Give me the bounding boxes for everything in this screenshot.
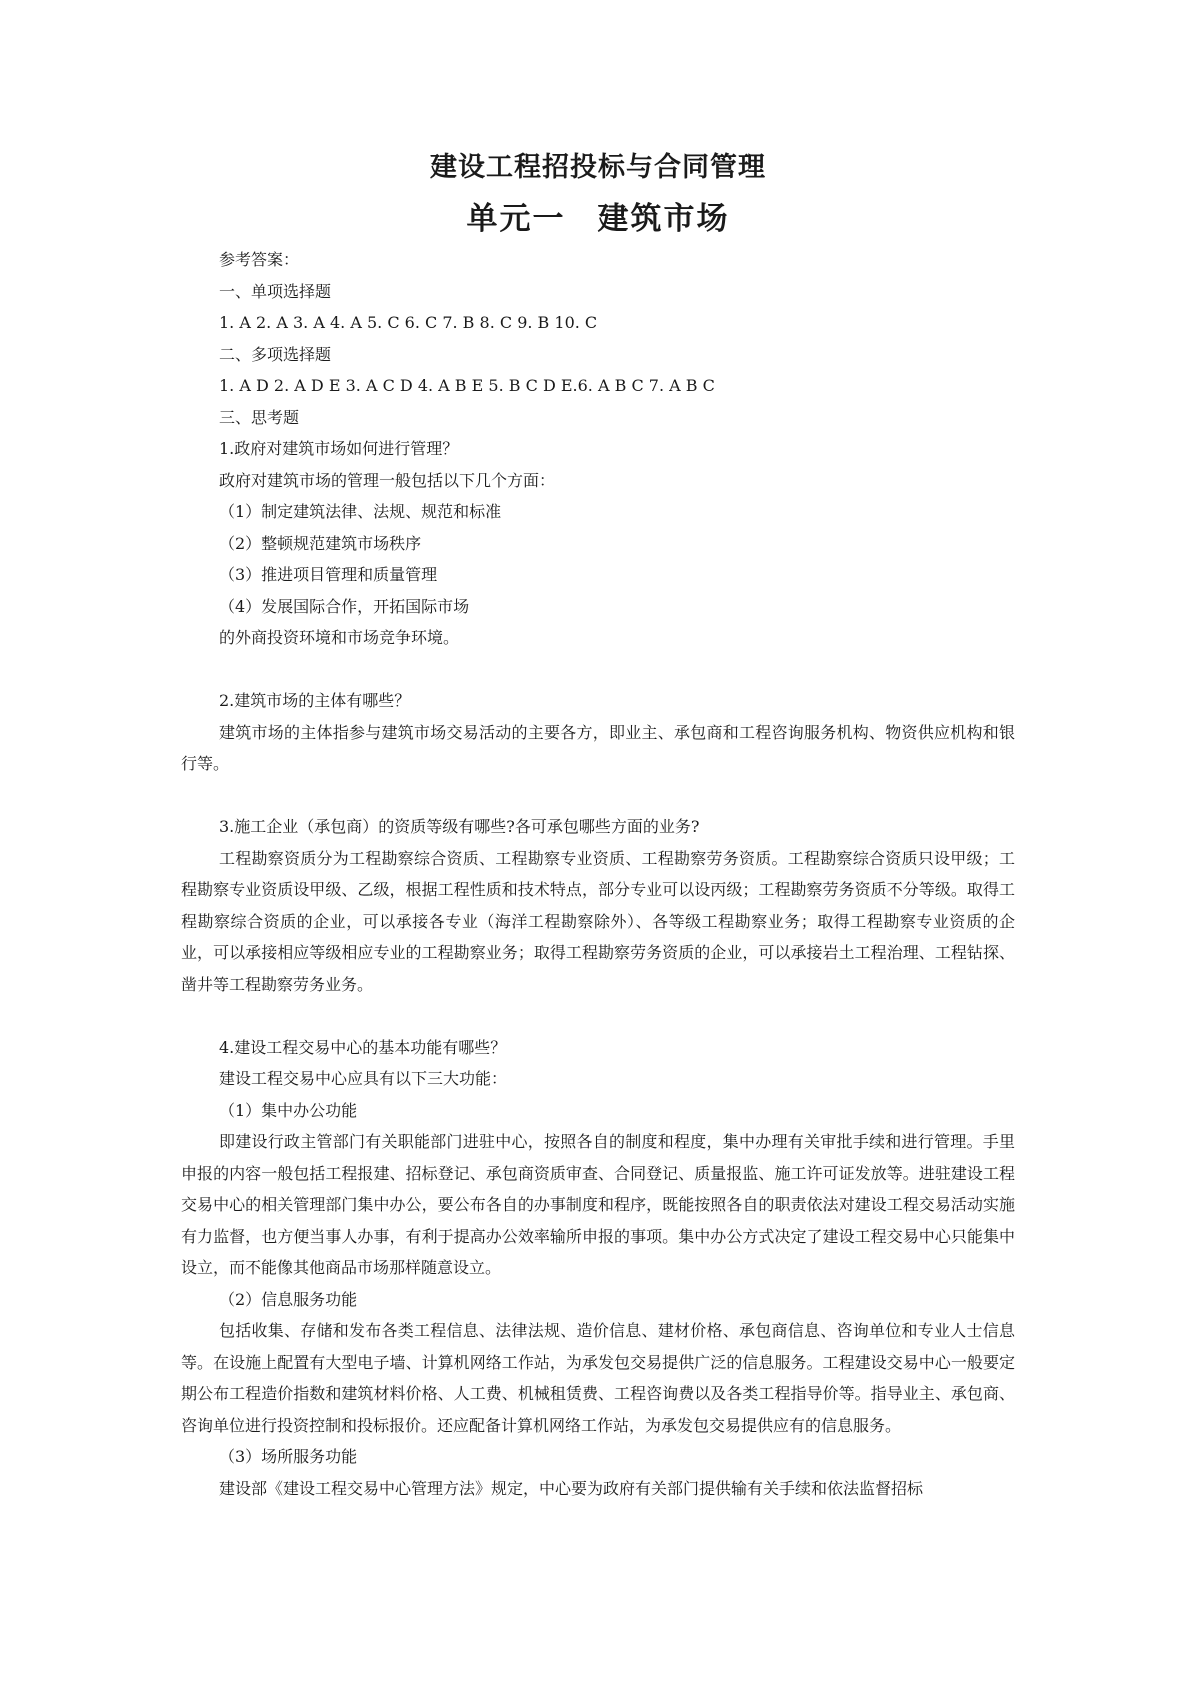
unit-number: 单元一 (466, 201, 566, 237)
q4-intro: 建设工程交易中心应具有以下三大功能： (219, 1069, 508, 1088)
q1-question: 1.政府对建筑市场如何进行管理？ (219, 439, 459, 458)
q2-answer: 建筑市场的主体指参与建筑市场交易活动的主要各方，即业主、承包商和工程咨询服务机构、物资供应机构和银行等。 (181, 722, 1015, 773)
unit-title: 建筑市场 (597, 201, 730, 237)
single-choice-answers: 1. A 2. A 3. A 4. A 5. C 6. C 7. B 8. C 9. B 10. C (219, 313, 598, 332)
thinking-heading: 三、思考题 (219, 407, 300, 427)
q1-item: （1）制定建筑法律、法规、规范和标准 (219, 502, 502, 521)
q1-item: （3）推进项目管理和质量管理 (219, 565, 438, 584)
q4-function-3-text: 建设部《建设工程交易中心管理方法》规定，中心要为政府有关部门提供输有关手续和依法监督招标 (219, 1478, 924, 1498)
document-title: 建设工程招投标与合同管理 (430, 152, 766, 183)
single-choice-heading: 一、单项选择题 (219, 281, 332, 301)
q4-function-1-title: （1）集中办公功能 (219, 1100, 358, 1120)
spacer (181, 654, 1015, 686)
document-body (181, 148, 1015, 1504)
spacer (181, 1000, 1015, 1032)
q1-item: （4）发展国际合作，开拓国际市场 (219, 596, 470, 616)
unit-heading (181, 196, 1015, 242)
q1-tail: 的外商投资环境和市场竞争环境。 (219, 628, 460, 647)
q3-answer: 工程勘察资质分为工程勘察综合资质、工程勘察专业资质、工程勘察劳务资质。工程勘察综合资质只设甲级；工程勘察专业资质设甲级、乙级，根据工程性质和技术特点，部分专业可以设丙级；工程勘察劳务资质不分等级。取得工程勘察综合资质的企业，可以承接各专业（海洋工程勘察除外）、各等级工程勘察业务；取得工程勘察专业资质的企业，可以承接相应等级相应专业的工程勘察业务；取得工程勘察劳务资质的企业，可以承接岩土工程治理、工程钻探、凿井等工程勘察劳务业务。 (181, 848, 1015, 994)
q4-function-1-text: 即建设行政主管部门有关职能部门进驻中心，按照各自的制度和程度，集中办理有关审批手续和进行管理。手里申报的内容一般包括工程报建、招标登记、承包商资质审查、合同登记、质量报监、施工许可证发放等。进驻建设工程交易中心的相关管理部门集中办公，要公布各自的办事制度和程序，既能按照各自的职责依法对建设工程交易活动实施有力监督，也方便当事人办事，有利于提高办公效率输所申报的事项。集中办公方式决定了建设工程交易中心只能集中设立，而不能像其他商品市场那样随意设立。 (181, 1132, 1015, 1277)
q4-function-2-title: （2）信息服务功能 (219, 1289, 358, 1309)
spacer (181, 780, 1015, 812)
q4-function-3-title: （3）场所服务功能 (219, 1447, 358, 1466)
q4-function-2-text: 包括收集、存储和发布各类工程信息、法律法规、造价信息、建材价格、承包商信息、咨询单位和专业人士信息等。在设施上配置有大型电子墙、计算机网络工作站，为承发包交易提供广泛的信息服务。工程建设交易中心一般要定期公布工程造价指数和建筑材料价格、人工费、机械租赁费、工程咨询费以及各类工程指导价等。指导业主、承包商、咨询单位进行投资控制和投标报价。还应配备计算机网络工作站，为承发包交易提供应有的信息服务。 (181, 1321, 1015, 1435)
multi-choice-heading: 二、多项选择题 (219, 344, 332, 364)
q3-question: 3.施工企业（承包商）的资质等级有哪些?各可承包哪些方面的业务? (219, 817, 700, 836)
answer-label: 参考答案： (219, 250, 300, 269)
q1-item: （2）整顿规范建筑市场秩序 (219, 533, 422, 553)
q2-question: 2.建筑市场的主体有哪些？ (219, 691, 411, 710)
multi-choice-answers: 1. A D 2. A D E 3. A C D 4. A B E 5. B C D E.6. A B C 7. A B C (219, 376, 715, 395)
q4-question: 4.建设工程交易中心的基本功能有哪些？ (219, 1037, 507, 1057)
q1-intro: 政府对建筑市场的管理一般包括以下几个方面： (219, 470, 556, 490)
